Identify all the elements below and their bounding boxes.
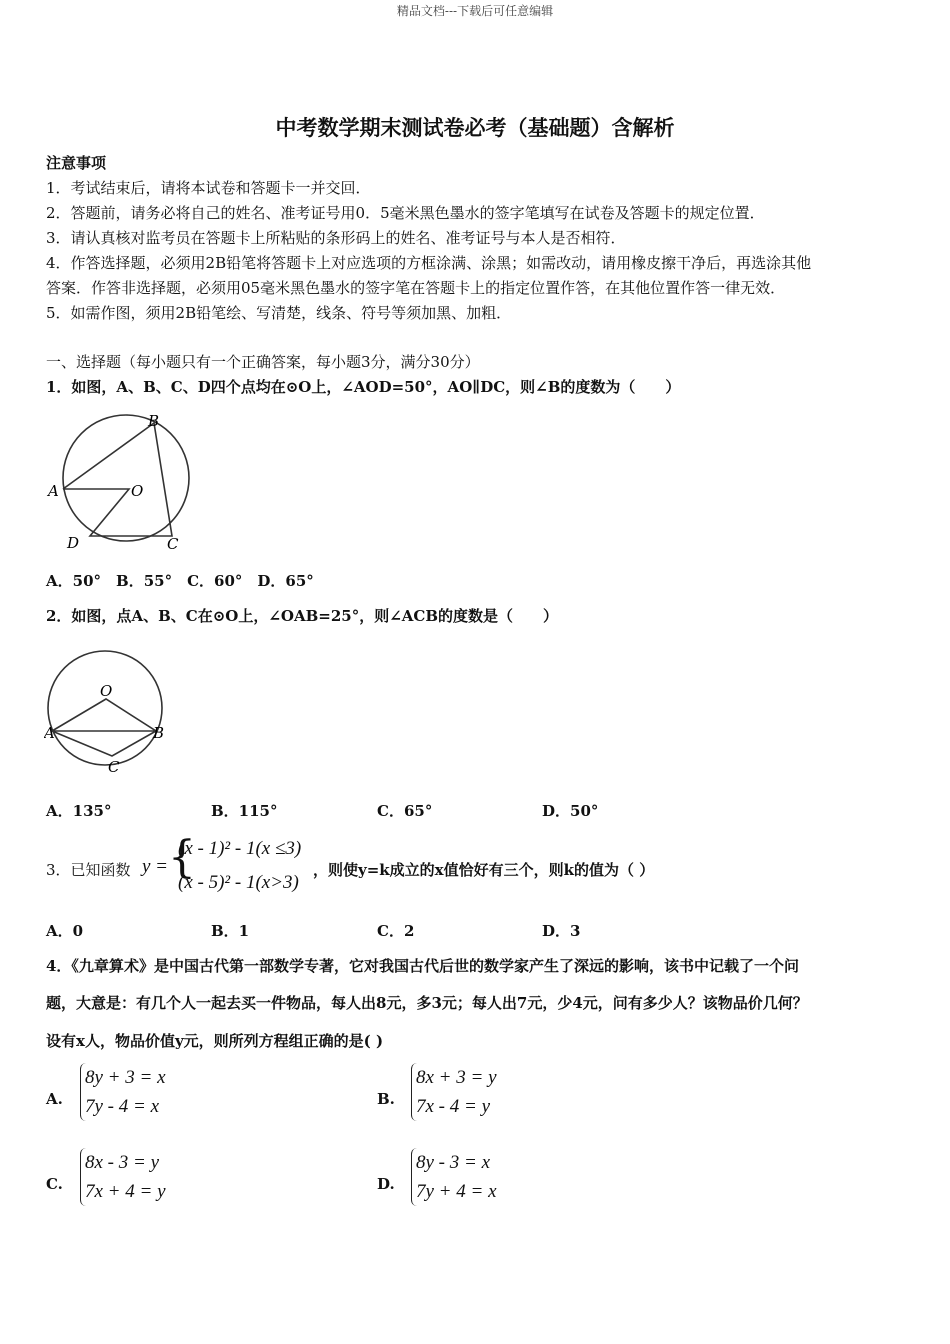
note-item: 2．答题前，请务必将自己的姓名、准考证号用0．5毫米黑色墨水的签字笔填写在试卷及答题卡的规定位置． (46, 204, 765, 222)
q4-stem-line: 4．《九章算术》是中国古代第一部数学专著，它对我国古代后世的数学家产生了深远的影响，该书中记载了一个问 (46, 957, 799, 975)
q4-option-a-label: A. (46, 1090, 63, 1108)
section-heading: 一、选择题（每小题只有一个正确答案，每小题3分，满分30分） (46, 353, 480, 371)
page-title: 中考数学期末测试卷必考（基础题）含解析 (275, 115, 675, 140)
q1-options: A．50° B．55° C．60° D．65° (46, 572, 314, 590)
q3-prefix: 3．已知函数 (46, 861, 131, 879)
q3-option-c: C．2 (377, 922, 415, 940)
q4-option-c-system (80, 1148, 166, 1206)
q4-option-c-eq2: 7x + 4 = y (85, 1181, 166, 1202)
q2-option-c: C．65° (377, 802, 433, 820)
note-item: 答案．作答非选择题，必须用05毫米黑色墨水的签字笔在答题卡上的指定位置作答，在其他位置作答一律无效． (46, 279, 786, 297)
page-header: 精品文档---下载后可任意编辑 (396, 4, 554, 18)
q1-label-o: O (131, 482, 144, 500)
q4-option-d-system (411, 1148, 497, 1206)
q4-option-c-label: C. (46, 1175, 63, 1193)
q2-label-c: C (108, 758, 120, 776)
note-item: 3．请认真核对监考员在答题卡上所粘贴的条形码上的姓名、准考证号与本人是否相符． (46, 229, 626, 247)
q4-option-d-label: D. (377, 1175, 395, 1193)
q1-circle-figure (44, 406, 196, 556)
q4-stem-line: 设有x人，物品价值y元，则所列方程组正确的是( ) (46, 1032, 384, 1050)
q4-option-c-eq1: 8x - 3 = y (85, 1152, 160, 1173)
q1-label-d: D (67, 534, 80, 552)
notes-heading: 注意事项 (46, 154, 107, 172)
q1-chords (63, 423, 172, 536)
q4-option-d-eq1: 8y - 3 = x (416, 1152, 491, 1173)
q2-option-b: B．115° (211, 802, 278, 820)
q4-option-b-system (411, 1063, 497, 1121)
q4-option-a-eq1: 8y + 3 = x (85, 1067, 166, 1088)
q4-stem-line: 题，大意是：有几个人一起去买一件物品，每人出8元，多3元；每人出7元，少4元，问有多少人？该物品价几何？ (46, 994, 808, 1012)
q4-option-a-eq2: 7y - 4 = x (85, 1096, 160, 1117)
note-item: 5．如需作图，须用2B铅笔绘、写清楚，线条、符号等须加黑、加粗． (46, 304, 512, 322)
q4-option-b-label: B. (377, 1090, 395, 1108)
q2-circle-figure (44, 646, 172, 776)
q3-left-brace: { (168, 832, 196, 883)
q3-function-name: y = (142, 856, 169, 877)
q3-case-1: (x - 1)² - 1(x ≤3) (178, 838, 302, 859)
q2-circle (48, 651, 165, 765)
q3-option-d: D．3 (542, 922, 581, 940)
q3-suffix: ，则使y=k成立的x值恰好有三个，则k的值为（ ） (313, 861, 655, 879)
q3-option-a: A．0 (46, 922, 84, 940)
q2-option-a: A．135° (46, 802, 112, 820)
q4-option-a-system (80, 1063, 166, 1121)
q2-label-b: B (153, 724, 165, 742)
q4-option-d-eq2: 7y + 4 = x (416, 1181, 497, 1202)
q2-label-a: A (44, 724, 55, 742)
q2-option-d: D．50° (542, 802, 599, 820)
q2-stem: 2．如图，点A、B、C在⊙O上，∠OAB=25°，则∠ACB的度数是（ ） (46, 607, 559, 625)
q3-case-2: (x - 5)² - 1(x>3) (178, 872, 299, 893)
note-item: 4．作答选择题，必须用2B铅笔将答题卡上对应选项的方框涂满、涂黑；如需改动，请用橡皮擦干净后，再选涂其他 (46, 254, 812, 272)
q4-option-b-eq1: 8x + 3 = y (416, 1067, 497, 1088)
q2-chords (52, 699, 156, 756)
q1-label-c: C (167, 535, 179, 553)
q3-option-b: B．1 (211, 922, 250, 940)
q1-label-a: A (48, 482, 59, 500)
note-item: 1．考试结束后，请将本试卷和答题卡一并交回． (46, 179, 371, 197)
q1-label-b: B (148, 412, 160, 430)
q1-stem: 1．如图，A、B、C、D四个点均在⊙O上，∠AOD=50°，AO∥DC，则∠B的度数为（ ） (46, 378, 681, 396)
q2-label-o: O (100, 682, 113, 700)
q4-option-b-eq2: 7x - 4 = y (416, 1096, 491, 1117)
